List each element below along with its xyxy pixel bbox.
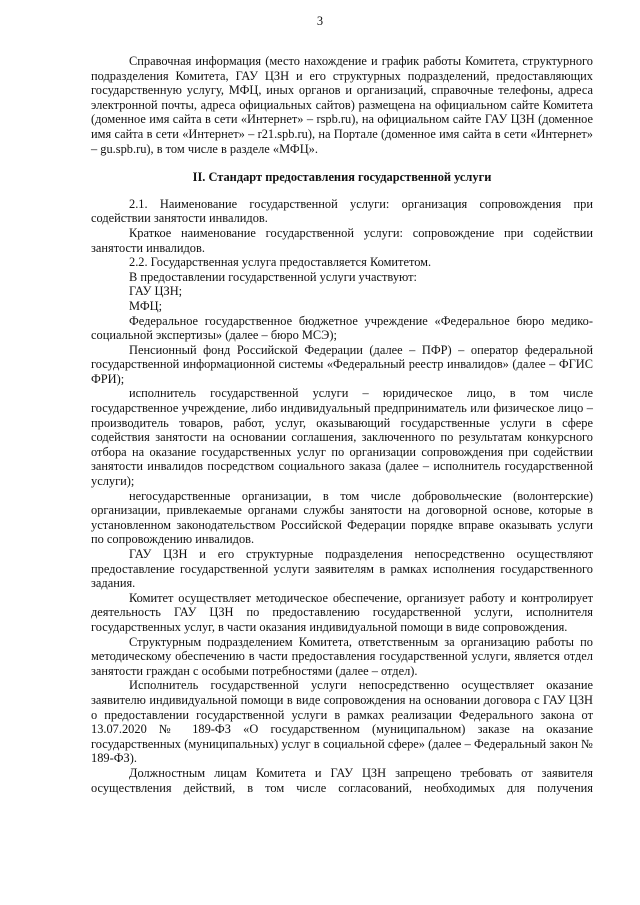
paragraph-committee-role: Комитет осуществляет методическое обеспечение, организует работу и контролирует деятельность ГАУ ЦЗН по предоставлению государственной услуги, исполнителя государственных услуг, в части оказания индивидуальной помощи в виде сопровождения. xyxy=(91,590,593,634)
paragraph-mfc: МФЦ; xyxy=(129,298,163,313)
paragraph-ngo: негосударственные организации, в том числе добровольческие (волонтерские) организации, привлекаемые органами службы занятости на договорной основе, которые в установленном законодательством Российской Федерации порядке вправе оказывать услуги по сопровождению инвалидов. xyxy=(91,488,593,547)
intro-paragraph: Справочная информация (место нахождение и график работы Комитета, структурного подразделения Комитета, ГАУ ЦЗН и его структурных подразделений, предоставляющих государственную услугу, МФЦ, иных органов и организаций, справочные телефоны, адреса электронной почты, адреса официальных сайтов) размещена на официальном сайте Комитета (доменное имя сайта в сети «Интернет» – rspb.ru), на официальном сайте ГАУ ЦЗН (доменное имя сайта в сети «Интернет» – r21.spb.ru), на Портале (доменное имя сайта в сети «Интернет» – gu.spb.ru), в том числе в разделе «МФЦ». xyxy=(91,54,593,156)
paragraph-participants-intro: В предоставлении государственной услуги участвуют: xyxy=(129,269,417,284)
paragraph-prohibition: Должностным лицам Комитета и ГАУ ЦЗН запрещено требовать от заявителя осуществления действий, в том числе согласований, необходимых для получения xyxy=(91,765,593,795)
page-number: 3 xyxy=(316,14,324,28)
paragraph-mse-bureau: Федеральное государственное бюджетное учреждение «Федеральное бюро медико-социальной экспертизы» (далее – бюро МСЭ); xyxy=(91,313,593,343)
paragraph-executor: исполнитель государственной услуги – юридическое лицо, в том числе государственное учреждение, либо индивидуальный предприниматель или физическое лицо – производитель товаров, работ, услуг, оказывающий государственные услуги в сфере содействия занятости на основании соглашения, заключенного по результатам конкурсного отбора на оказание государственных услуг по организации сопровождения при содействии занятости инвалидов посредством социального заказа (далее – исполнитель государственной услуги); xyxy=(91,386,593,489)
paragraph-structural-unit: Структурным подразделением Комитета, ответственным за организацию работы по методическому обеспечению в части предоставления государственной услуги, является отдел занятости граждан с особыми потребностями (далее – отдел). xyxy=(91,634,593,678)
paragraph-2-1: 2.1. Наименование государственной услуги: организация сопровождения при содействии занятости инвалидов. xyxy=(91,196,593,226)
paragraph-gau-czn-units: ГАУ ЦЗН и его структурные подразделения непосредственно осуществляют предоставление государственной услуги заявителям в рамках исполнения государственного задания. xyxy=(91,547,593,591)
paragraph-short-name: Краткое наименование государственной услуги: сопровождение при содействии занятости инвалидов. xyxy=(91,225,593,255)
document-body xyxy=(91,54,593,795)
paragraph-pfr: Пенсионный фонд Российской Федерации (далее – ПФР) – оператор федеральной государственной информационной системы «Федеральный реестр инвалидов» (далее – ФГИС ФРИ); xyxy=(91,342,593,386)
paragraph-executor-duties: Исполнитель государственной услуги непосредственно осуществляет оказание заявителю индивидуальной помощи в виде сопровождения на основании договора с ГАУ ЦЗН о предоставлении государственной услуги в рамках реализации Федерального закона от 13.07.2020 № 189-ФЗ «О государственном (муниципальном) заказе на оказание государственных (муниципальных) услуг в социальной сфере» (далее – Федеральный закон № 189-ФЗ). xyxy=(91,678,593,766)
paragraph-2-2: 2.2. Государственная услуга предоставляется Комитетом. xyxy=(129,255,432,270)
paragraph-gau-czn: ГАУ ЦЗН; xyxy=(129,284,183,299)
section-title: II. Стандарт предоставления государственной услуги xyxy=(192,170,492,185)
